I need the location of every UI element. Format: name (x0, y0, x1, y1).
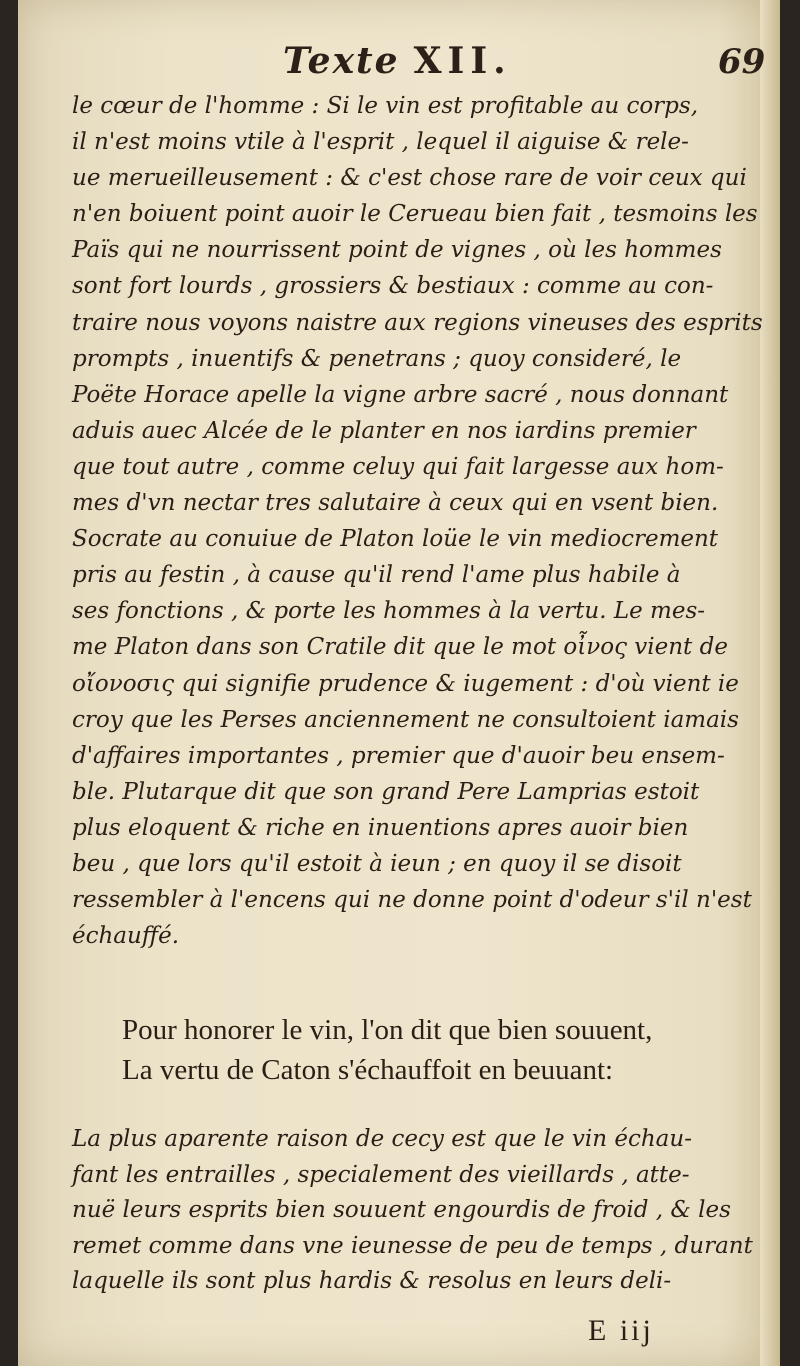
text-line: beu , que lors qu'il estoit à ieun ; en quoy il se disoit (72, 850, 682, 877)
text-line: sont fort lourds , grossiers & bestiaux : comme au con- (72, 273, 714, 300)
text-line: Pour honorer le vin, l'on dit que bien souuent, (122, 1014, 653, 1046)
signature-mark: E iij (588, 1314, 654, 1347)
text-line: aduis auec Alcée de le planter en nos iardins premier (72, 417, 696, 444)
text-line: que tout autre , comme celuy qui fait largesse aux hom- (72, 453, 724, 480)
paragraph-1 (72, 88, 772, 954)
text-line: ressembler à l'encens qui ne donne point d'odeur s'il n'est (72, 887, 752, 914)
page-number: 69 (718, 42, 766, 82)
text-line: ses fonctions , & porte les hommes à la vertu. Le mes- (72, 598, 706, 625)
text-line: Poëte Horace apelle la vigne arbre sacré , nous donnant (72, 381, 729, 408)
text-line: Socrate au conuiue de Platon loüe le vin mediocrement (72, 526, 719, 553)
running-title (283, 40, 512, 82)
text-line: me Platon dans son Cratile dit que le mot οἶνος vient de (72, 634, 728, 661)
text-line: Païs qui ne nourrissent point de vignes , où les hommes (72, 237, 722, 264)
text-line: d'affaires importantes , premier que d'auoir beu ensem- (72, 742, 725, 769)
text-line: nuë leurs esprits bien souuent engourdis de froid , & les (72, 1197, 731, 1223)
paragraph-2 (72, 1122, 772, 1300)
text-line: fant les entrailles , specialement des vieillards , atte- (72, 1161, 690, 1188)
text-line: prompts , inuentifs & penetrans ; quoy consideré, le (72, 345, 682, 372)
text-line: croy que les Perses anciennement ne consultoient iamais (72, 706, 739, 733)
text-line: mes d'vn nectar tres salutaire à ceux qui en vsent bien. (72, 490, 719, 517)
running-title-word: Texte (283, 40, 400, 82)
text-line: il n'est moins vtile à l'esprit , lequel il aiguise & rele- (72, 129, 689, 156)
text-line: laquelle ils sont plus hardis & resolus en leurs deli- (72, 1268, 672, 1294)
book-page (18, 0, 780, 1366)
text-line: plus eloquent & riche en inuentions apres auoir bien (72, 814, 689, 841)
text-line: n'en boiuent point auoir le Cerueau bien fait , tesmoins les (72, 201, 758, 228)
text-line: ue merueilleusement : & c'est chose rare de voir ceux qui (72, 165, 747, 192)
text-line: échauffé. (72, 923, 180, 950)
text-line: La vertu de Caton s'échauffoit en beuuant: (122, 1054, 614, 1086)
text-line: traire nous voyons naistre aux regions vineuses des esprits (72, 309, 763, 336)
verse-quotation (122, 1010, 772, 1090)
text-line: remet comme dans vne ieunesse de peu de temps , durant (72, 1232, 753, 1259)
running-title-numeral: XII. (413, 40, 512, 82)
text-line: οἴονοσις qui signifie prudence & iugement : d'où vient ie (72, 670, 739, 697)
text-line: La plus aparente raison de cecy est que le vin échau- (72, 1126, 692, 1152)
text-line: ble. Plutarque dit que son grand Pere Lamprias estoit (72, 778, 700, 805)
text-line: pris au festin , à cause qu'il rend l'ame plus habile à (72, 562, 681, 589)
text-line: le cœur de l'homme : Si le vin est profitable au corps, (72, 93, 699, 119)
